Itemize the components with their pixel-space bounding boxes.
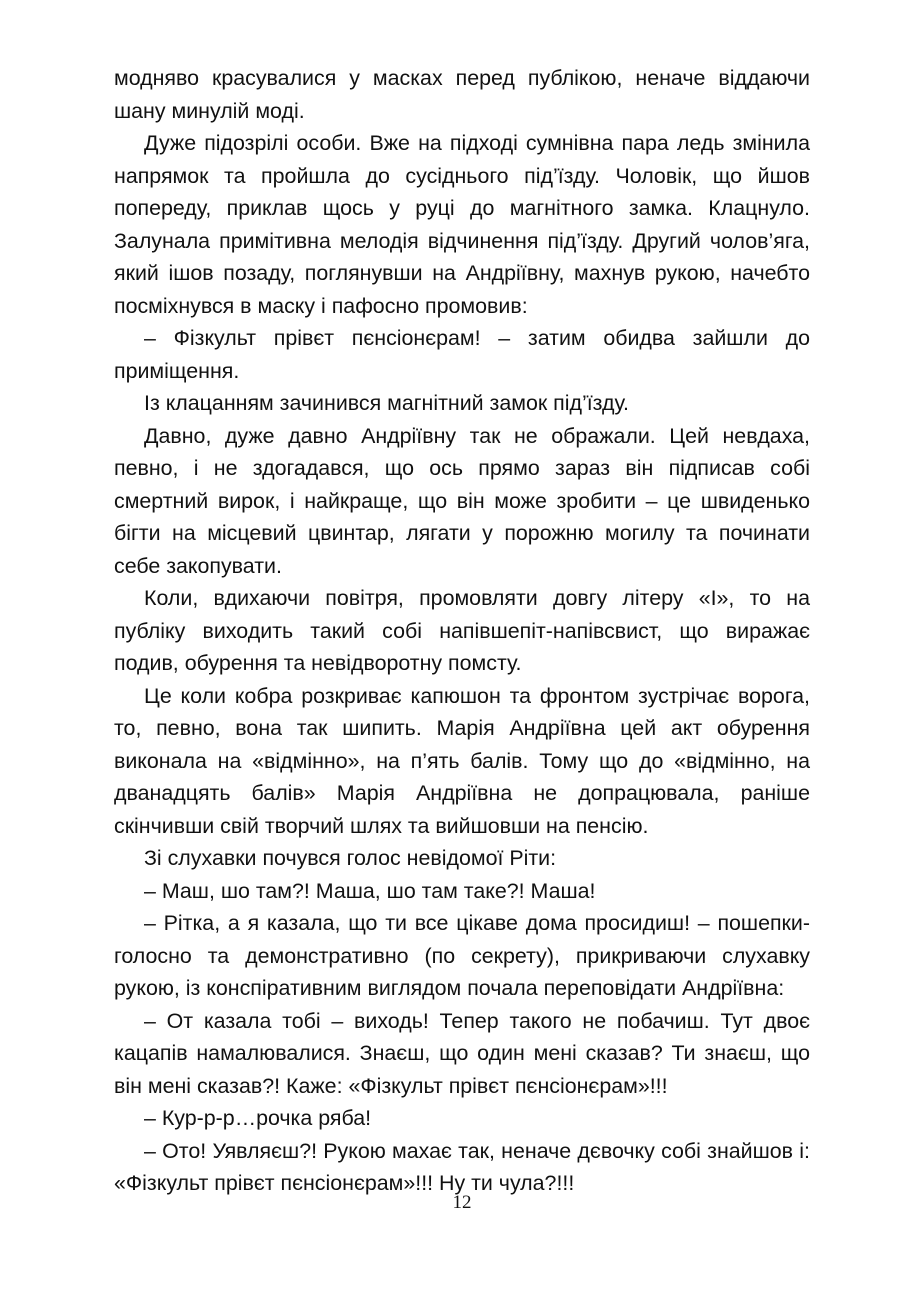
paragraph: – Маш, шо там?! Маша, шо там таке?! Маша!: [144, 878, 596, 903]
page-number: 12: [452, 1192, 472, 1213]
paragraph: Зі слухавки почувся голос невідомої Ріти:: [144, 846, 557, 870]
paragraph: – Кур-р-р…рочка ряба!: [144, 1106, 372, 1130]
paragraph: Дуже підозрілі особи. Вже на підході сумнівна пара ледь змінила напрямок та пройшла до сусіднього під’їзду. Чоловік, що йшов попереду, приклав щось у руці до магнітного замка. Клацнуло. Залунала примітивна мелодія відчинення під’їзду. Другий чолов’яга, який ішов позаду, поглянувши на Андріївну, махнув рукою, начебто посміхнувся в маску і пафосно промовив:: [114, 131, 810, 318]
paragraph: Коли, вдихаючи повітря, промовляти довгу літеру «І», то на публіку виходить такий собі напівшепіт-напівсвист, що виражає подив, обурення та невідворотну помсту.: [114, 586, 810, 675]
paragraph: – Фізкульт прівєт пєнсіонєрам! – затим обидва зайшли до приміщення.: [114, 326, 810, 383]
paragraph: – Ото! Уявляєш?! Рукою махає так, неначе дєвочку собі знайшов і: «Фізкульт прівєт пєнсіонєрам»!!! Ну ти чула?!!!: [114, 1138, 810, 1195]
paragraph: модняво красувалися у масках перед публікою, неначе віддаючи шану минулій моді.: [114, 66, 810, 123]
page-body: [114, 62, 810, 1200]
paragraph: – Рітка, а я казала, що ти все цікаве дома просидиш! – пошепки-голосно та демонстративно (по секрету), прикриваючи слухавку рукою, із конспіративним виглядом почала переповідати Андріївна:: [114, 911, 810, 1000]
paragraph: Із клацанням зачинився магнітний замок під’їзду.: [144, 391, 629, 415]
paragraph: – От казала тобі – виходь! Тепер такого не побачиш. Тут двоє кацапів намалювалися. Знаєш, що один мені сказав? Ти знаєш, що він мені сказав?! Каже: «Фізкульт прівєт пєнсіонєрам»!!!: [114, 1008, 810, 1098]
paragraph: Давно, дуже давно Андріївну так не ображали. Цей невдаха, певно, і не здогадався, що ось прямо зараз він підписав собі смертний вирок, і найкраще, що він може зробити – це швиденько бігти на місцевий цвинтар, лягати у порожню могилу та починати себе закопувати.: [114, 423, 810, 578]
paragraph: Це коли кобра розкриває капюшон та фронтом зустрічає ворога, то, певно, вона так шипить. Марія Андріївна цей акт обурення виконала на «відмінно», на п’ять балів. Тому що до «відмінно, на дванадцять балів» Марія Андріївна не допрацювала, раніше скінчивши свій творчий шлях та вийшовши на пенсію.: [114, 683, 810, 838]
